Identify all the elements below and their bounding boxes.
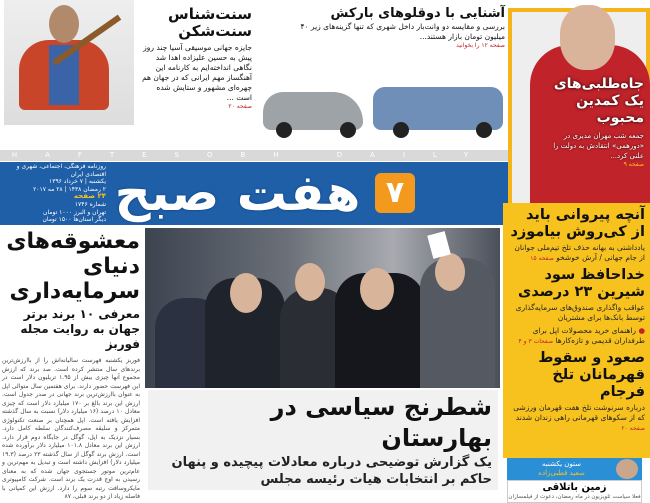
apple-guide-text: راهنمای خرید محصولات اپل برای طرفداران قدیمی و تازه‌کارها (532, 326, 645, 345)
music-title-2: سنت‌شکن (178, 22, 252, 40)
bullet-icon: ● (638, 326, 645, 335)
masthead-strip: HAFTESOBH DAILY (0, 150, 508, 161)
main-subtitle: یک گزارش توضیحی درباره معادلات پیچیده و پنهان حاکم بر انتخابات هیات رئیسه مجلس (171, 455, 492, 487)
apple-guide (508, 326, 645, 347)
price-other: دیگر استان‌ها ۱۵۰۰ تومان (42, 216, 106, 224)
music-story[interactable] (140, 6, 252, 111)
music-ref: صفحه ۲۰ (228, 103, 252, 110)
brands-title: معشوقه‌های دنیای سرمایه‌داری (6, 229, 140, 304)
story-pirovani[interactable] (508, 207, 645, 264)
pirovani-body: یادداشتی به بهانه حذف تلخ تیم‌ملی جوانان از جام جهانی / آرش خوشخو (514, 243, 645, 262)
masthead-info (4, 163, 106, 224)
profit-title: خداحافظ سود شیرین ۲۳ درصدی (518, 267, 645, 300)
cars-ref: صفحه ۱۲ را بخوانید (456, 42, 505, 50)
brands-story[interactable] (2, 229, 140, 502)
champions-ref: صفحه ۲۰ (621, 425, 645, 432)
cars-story[interactable] (290, 6, 505, 50)
musician-photo (4, 0, 134, 125)
logo-number: ۷ (375, 173, 415, 213)
main-title: شطرنج سیاسی در بهارستان (270, 393, 492, 452)
date-other: ۲ رمضان ۱۴۳۸ | ۲۸ مه ۲۰۱۷ (33, 185, 106, 193)
parliament-photo (145, 228, 500, 388)
comedian-ref: صفحه ۹ (623, 161, 644, 168)
profit-body: عواقب واگذاری صندوق‌های سرمایه‌گذاری توسط بانک‌ها برای مشتریان (515, 303, 645, 322)
main-story[interactable] (148, 390, 498, 490)
comedian-title: جاه‌طلبی‌های یک کمدین محبوب (553, 76, 644, 126)
profit-ref: صفحات ۳ و ۴ (518, 338, 554, 345)
column-author: سعید قطبی‌زاده (538, 469, 585, 477)
pickup-trucks-photo (258, 82, 508, 147)
author-photo (616, 459, 638, 479)
champions-body: درباره سرنوشت تلخ هفت قهرمان ورزشی که از سکوهای قهرمانی راهی زندان شدند (513, 403, 645, 422)
pirovani-ref: صفحه ۱۵ (530, 255, 554, 262)
pirovani-summary (508, 243, 645, 264)
newspaper-logo: هفت صبح (114, 164, 361, 222)
column-story[interactable] (507, 480, 642, 503)
cars-title: آشنایی با دوقلوهای بارکش (330, 6, 505, 21)
brands-subtitle: معرفی ۱۰ برند برتر جهان به روایت مجله فوربز (20, 307, 140, 351)
story-profit[interactable] (508, 267, 645, 347)
champions-title: صعود و سقوط قهرمانان تلخ فرجام (538, 350, 645, 400)
right-column (503, 203, 650, 458)
comedian-face (560, 5, 615, 70)
music-title-1: سنت‌شناس (168, 5, 252, 23)
price-tehran: تهران و البرز ۱۰۰۰ تومان (43, 208, 106, 216)
column-label: ستون یکشنبه (542, 460, 581, 468)
description: روزنامه فرهنگی، اجتماعی، شهری و اقتصادی ایران (16, 163, 106, 178)
cars-body: بررسی و مقایسه دو وانت‌بار داخل شهری که تنها گزینه‌های زیر ۴۰ میلیون تومان بازار هستند... (300, 22, 505, 42)
music-body: جایزه جهانی موسیقی آسیا چند روز پیش به حسین علیزاده اهدا شد نگاهی انداخته‌ایم به کارنامه این آهنگساز مهم ایرانی که در جهان هم چهره‌ای مشهور و ستایش شده است ... (142, 43, 252, 102)
comedian-story[interactable] (540, 76, 644, 169)
comedian-body: جمعه شب مهران مدیری در «دورهمی» انتقادش به دولت را علنی کرد... (553, 132, 644, 160)
column-title: زمین باتلاقی (542, 482, 607, 493)
date-persian: یکشنبه | ۷ خرداد ۱۳۹۶ (49, 178, 106, 186)
story-champions[interactable] (508, 350, 645, 434)
champions-summary (508, 403, 645, 434)
issue-number: شماره ۱۷۴۶ (74, 200, 106, 208)
column-body: فعلاً سیاست تلویزیون در ماه رمضان، دعوت از فیلمسازان (508, 494, 641, 500)
pirovani-title: آنچه پیروانی باید از کی‌روش بیاموزد (510, 207, 645, 240)
brands-body: فوربز یکشنبه فهرست سالیانه‌اش را از باارزش‌ترین برندهای سال منتشر کرده است. صد برند که ارزش مجموع آنها چیزی بیش از ۱.۹۵ تریلیون دلار است در این فهرست حضور دارند. برای هفتمین سال متوالی اپل به عنوان باارزش‌ترین برند جهانی در صدر جدول است. ارزش این برند بالغ بر ۱۷۰ میلیارد دلار است که چیزی معادل ۱۰ درصد (۱۶ میلیارد دلار) نسبت به سال گذشته افزایش یافته است. اپل همچنان بر صنعت تکنولوژی متمرکز و سلیقه مصرف‌کنندگان سلطه کامل دارد. بسیار نزدیک به اپل، گوگل در جایگاه دوم قرار دارد. ارزش این برند معادل ۱۰۱.۸ میلیارد دلار برآورده شده است. ارزش برند گوگل از سال گذشته ۲۳ درصد (۱۹.۳ میلیارد دلار) افزایش داشته است و تبدیل به مهم‌ترین و عام‌ترین موتور جستجوی جهان شده که به معنای رسیدن به اوج قدرت یک برند است. شرکت کامپیوتری مایکروسافت رتبه سوم را دارد. ارزش این کمپانی با فاصله زیاد از دو برند قبلی، ۸۷ (2, 357, 141, 500)
page-count: ۲۴ صفحه (73, 192, 106, 201)
